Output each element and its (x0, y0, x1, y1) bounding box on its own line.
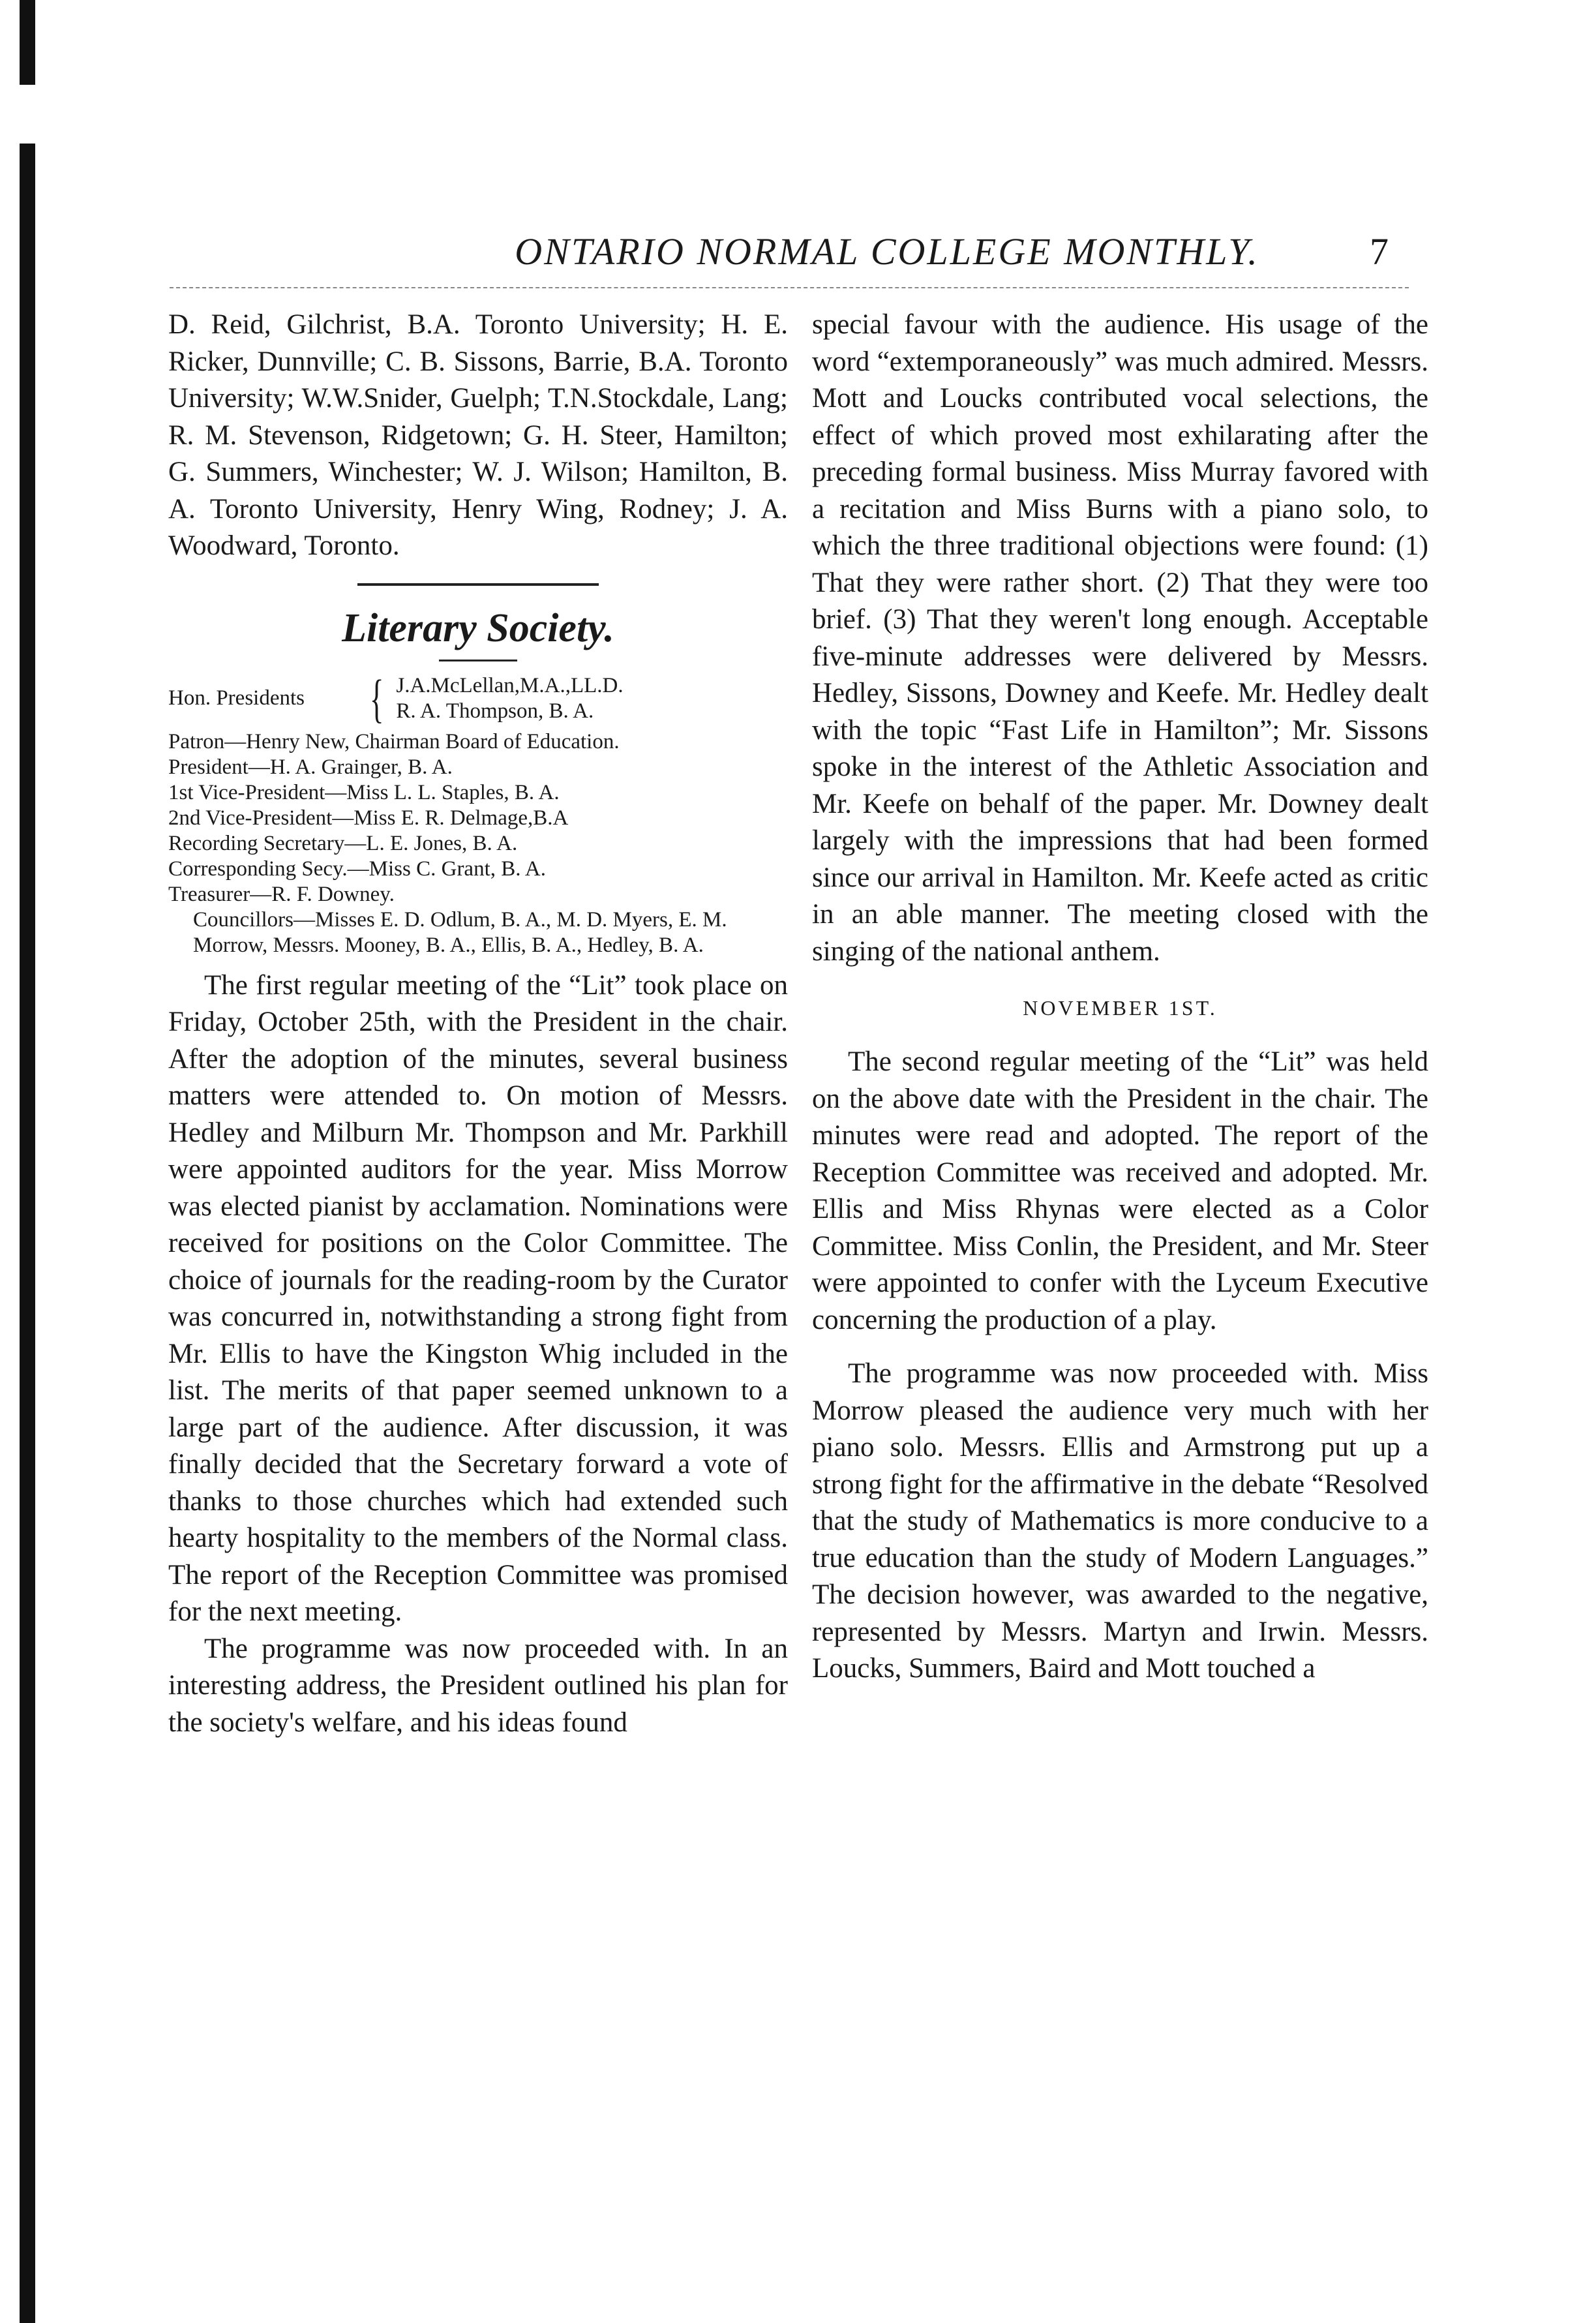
title-underline (439, 660, 517, 661)
page-number: 7 (1370, 230, 1389, 273)
honorary-presidents (168, 668, 788, 728)
officers-list (168, 668, 788, 958)
right-column (812, 307, 1428, 1688)
treasurer: Treasurer—R. F. Downey. (168, 882, 395, 906)
first-meeting-paragraph: The first regular meeting of the “Lit” took place on Friday, October 25th, with the President in the chair. After the adoption of the minutes, several business matters were attended to. On motion of Messrs. Hedley and Milburn Mr. Thompson and Mr. Parkhill were appointed auditors for the year. Miss Morrow was elected pianist by acclamation. Nominations were received for positions on the Color Committee. The choice of journals for the reading-room by the Curator was concurred in, notwithstanding a strong fight from Mr. Ellis to have the Kingston Whig included in the list. The merits of that paper seemed unknown to a large part of the audience. After discussion, it was finally decided that the Secretary forward a vote of thanks to those churches which had extended such hearty hospitality to the members of the Normal class. The report of the Reception Committee was promised for the next meeting. (168, 969, 788, 1627)
first-programme-paragraph: The programme was now proceeded with. In an interesting address, the President outlined his plan for the society's welfare, and his ideas found (168, 1633, 788, 1738)
first-vice-president: 1st Vice-President—Miss L. L. Staples, B. A. (168, 780, 560, 804)
second-vice-president: 2nd Vice-President—Miss E. R. Delmage,B.A (168, 806, 569, 830)
corresponding-secretary: Corresponding Secy.—Miss C. Grant, B. A. (168, 857, 547, 881)
second-meeting-paragraph: The second regular meeting of the “Lit” was held on the above date with the President in the chair. The minutes were read and adopted. The report of the Reception Committee was received and adopted. Mr. Ellis and Miss Rhynas were elected as a Color Committee. Miss Conlin, the President, and Mr. Steer were appointed to confer with the Lyceum Executive concerning the production of a play. (812, 1046, 1428, 1335)
recording-secretary: Recording Secretary—L. E. Jones, B. A. (168, 831, 518, 855)
page-binding-edge (20, 0, 35, 2323)
running-title: ONTARIO NORMAL COLLEGE MONTHLY. (515, 230, 1259, 273)
hon-president-1: J.A.McLellan,M.A.,LL.D. (396, 673, 624, 697)
date-subheading: NOVEMBER 1ST. (1023, 996, 1218, 1020)
second-programme-paragraph: The programme was now proceeded with. Miss Morrow pleased the audience very much with her piano solo. Messrs. Ellis and Armstrong put up a strong fight for the affirmative in the debate “Resolved that the study of Mathematics is more conducive to a true education than the study of Modern Languages.” The decision however, was awarded to the negative, represented by Messrs. Martyn and Irwin. Messrs. Loucks, Summers, Baird and Mott touched a (812, 1358, 1428, 1684)
left-column (168, 307, 788, 1741)
hon-president-2: R. A. Thompson, B. A. (396, 699, 594, 723)
intro-paragraph: D. Reid, Gilchrist, B.A. Toronto University; H. E. Ricker, Dunnville; C. B. Sissons, Barrie, B.A. Toronto University; W.W.Snider, Guelph; T.N.Stockdale, Lang; R. M. Stevenson, Ridgetown; G. H. Steer, Hamilton; G. Summers, Winchester; W. J. Wilson; Hamilton, B. A. Toronto University, Henry Wing, Rodney; J. A. Woodward, Toronto. (168, 309, 788, 561)
councillors: Councillors—Misses E. D. Odlum, B. A., M. D. Myers, E. M. Morrow, Messrs. Mooney, B. A., Ellis, B. A., Hedley, B. A. (193, 907, 727, 957)
header-rule (170, 287, 1409, 288)
section-divider (357, 583, 599, 586)
continued-paragraph: special favour with the audience. His usage of the word “extemporaneously” was much admired. Messrs. Mott and Loucks contributed vocal selections, the effect of which proved most exhilarating after the preceding formal business. Miss Murray favored with a recitation and Miss Burns with a piano solo, to which the three traditional objections were found: (1) That they were rather short. (2) That they were too brief. (3) That they weren't long enough. Acceptable five-minute addresses were delivered by Messrs. Hedley, Sissons, Downey and Keefe. Mr. Hedley dealt with the topic “Fast Life in Hamilton”; Mr. Sissons spoke in the interest of the Athletic Association and Mr. Keefe on behalf of the paper. Mr. Downey dealt largely with the impressions that had been formed since our arrival in Hamilton. Mr. Keefe acted as critic in an able manner. The meeting closed with the singing of the national anthem. (812, 309, 1428, 967)
patron: Patron—Henry New, Chairman Board of Education. (168, 729, 620, 753)
president: President—H. A. Grainger, B. A. (168, 755, 453, 779)
hon-presidents-label: Hon. Presidents (168, 686, 305, 710)
brace-icon: { (369, 668, 384, 728)
section-title: Literary Society. (342, 605, 614, 650)
